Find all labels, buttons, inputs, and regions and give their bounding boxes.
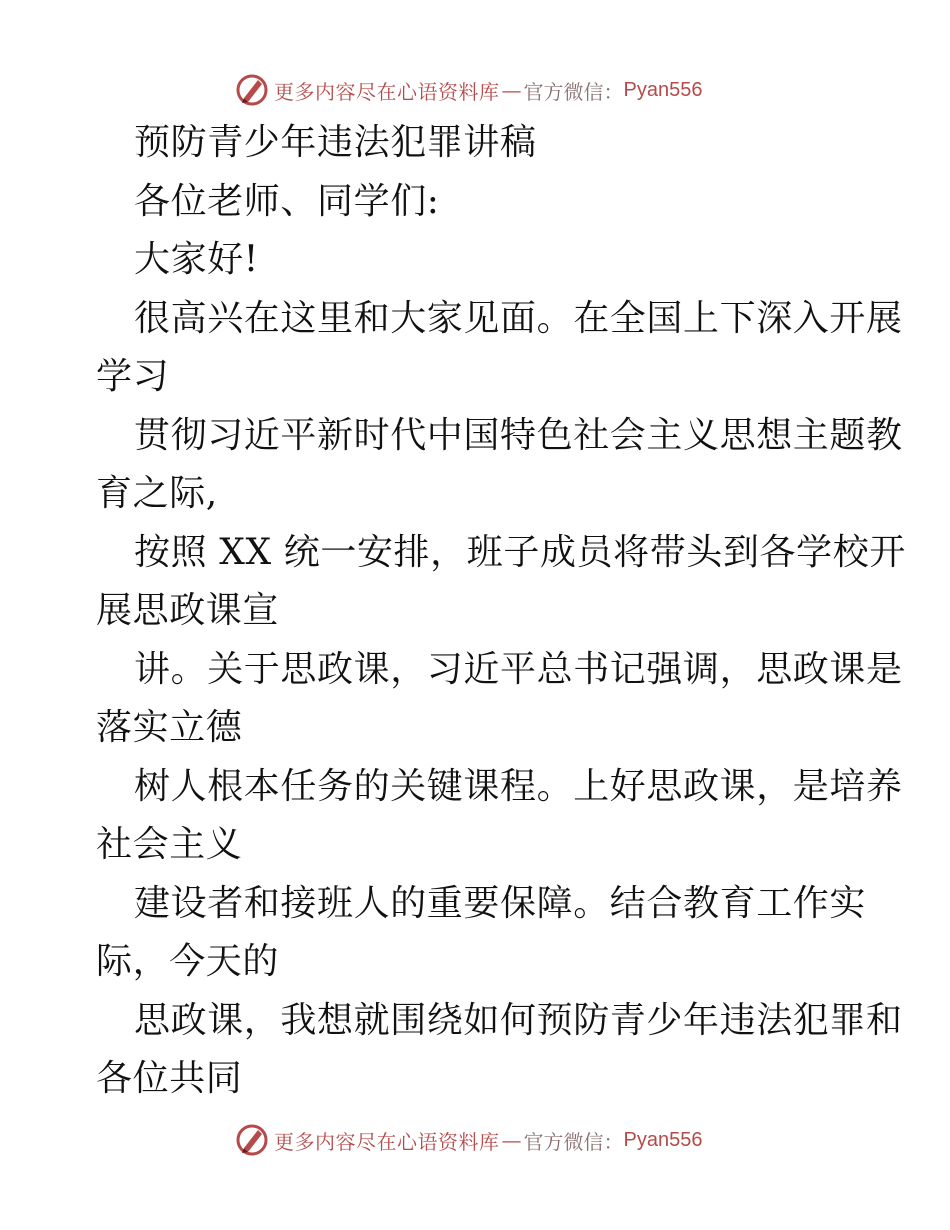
watermark-label: 官方微信： [523,1129,624,1154]
watermark-dash: — [501,78,522,102]
text-line: 展思政课宣 [96,590,280,631]
watermark-dash: — [501,1128,522,1152]
text-line: 落实立德 [96,707,243,748]
text-line: 贯彻习近平新时代中国特色社会主义思想主题教 [134,414,903,456]
text-line: 际，今天的 [96,941,280,982]
watermark-banner-top [234,70,702,110]
watermark-banner-bottom [234,1120,702,1160]
text-line: 树人根本任务的关键课程。上好思政课，是培养 [134,765,903,807]
text-line: 很高兴在这里和大家见面。在全国上下深入开展 [134,297,903,339]
document-body [96,114,906,1109]
document-title: 预防青少年违法犯罪讲稿 [134,122,537,163]
text-line: 大家好! [134,239,259,280]
text-line: 讲。关于思政课，习近平总书记强调，思政课是 [134,648,903,690]
text-line: 各位老师、同学们: [134,180,440,222]
text-line: 按照 XX 统一安排，班子成员将带头到各学校开 [134,531,906,573]
pen-logo-icon [234,72,270,108]
text-line: 思政课，我想就围绕如何预防青少年违法犯罪和 [134,999,903,1041]
watermark-label: 官方微信： [523,79,624,104]
text-line: 各位共同 [96,1058,243,1099]
text-line: 建设者和接班人的重要保障。结合教育工作实 [134,882,867,924]
watermark-id: Pyan556 [623,78,703,101]
text-line: 学习 [96,356,170,397]
pen-logo-icon [234,1122,270,1158]
watermark-brand: 更多内容尽在心语资料库 [274,1129,500,1154]
watermark-brand: 更多内容尽在心语资料库 [274,79,500,104]
text-line: 社会主义 [96,824,243,865]
text-line: 育之际, [96,473,218,514]
watermark-id: Pyan556 [623,1128,703,1151]
